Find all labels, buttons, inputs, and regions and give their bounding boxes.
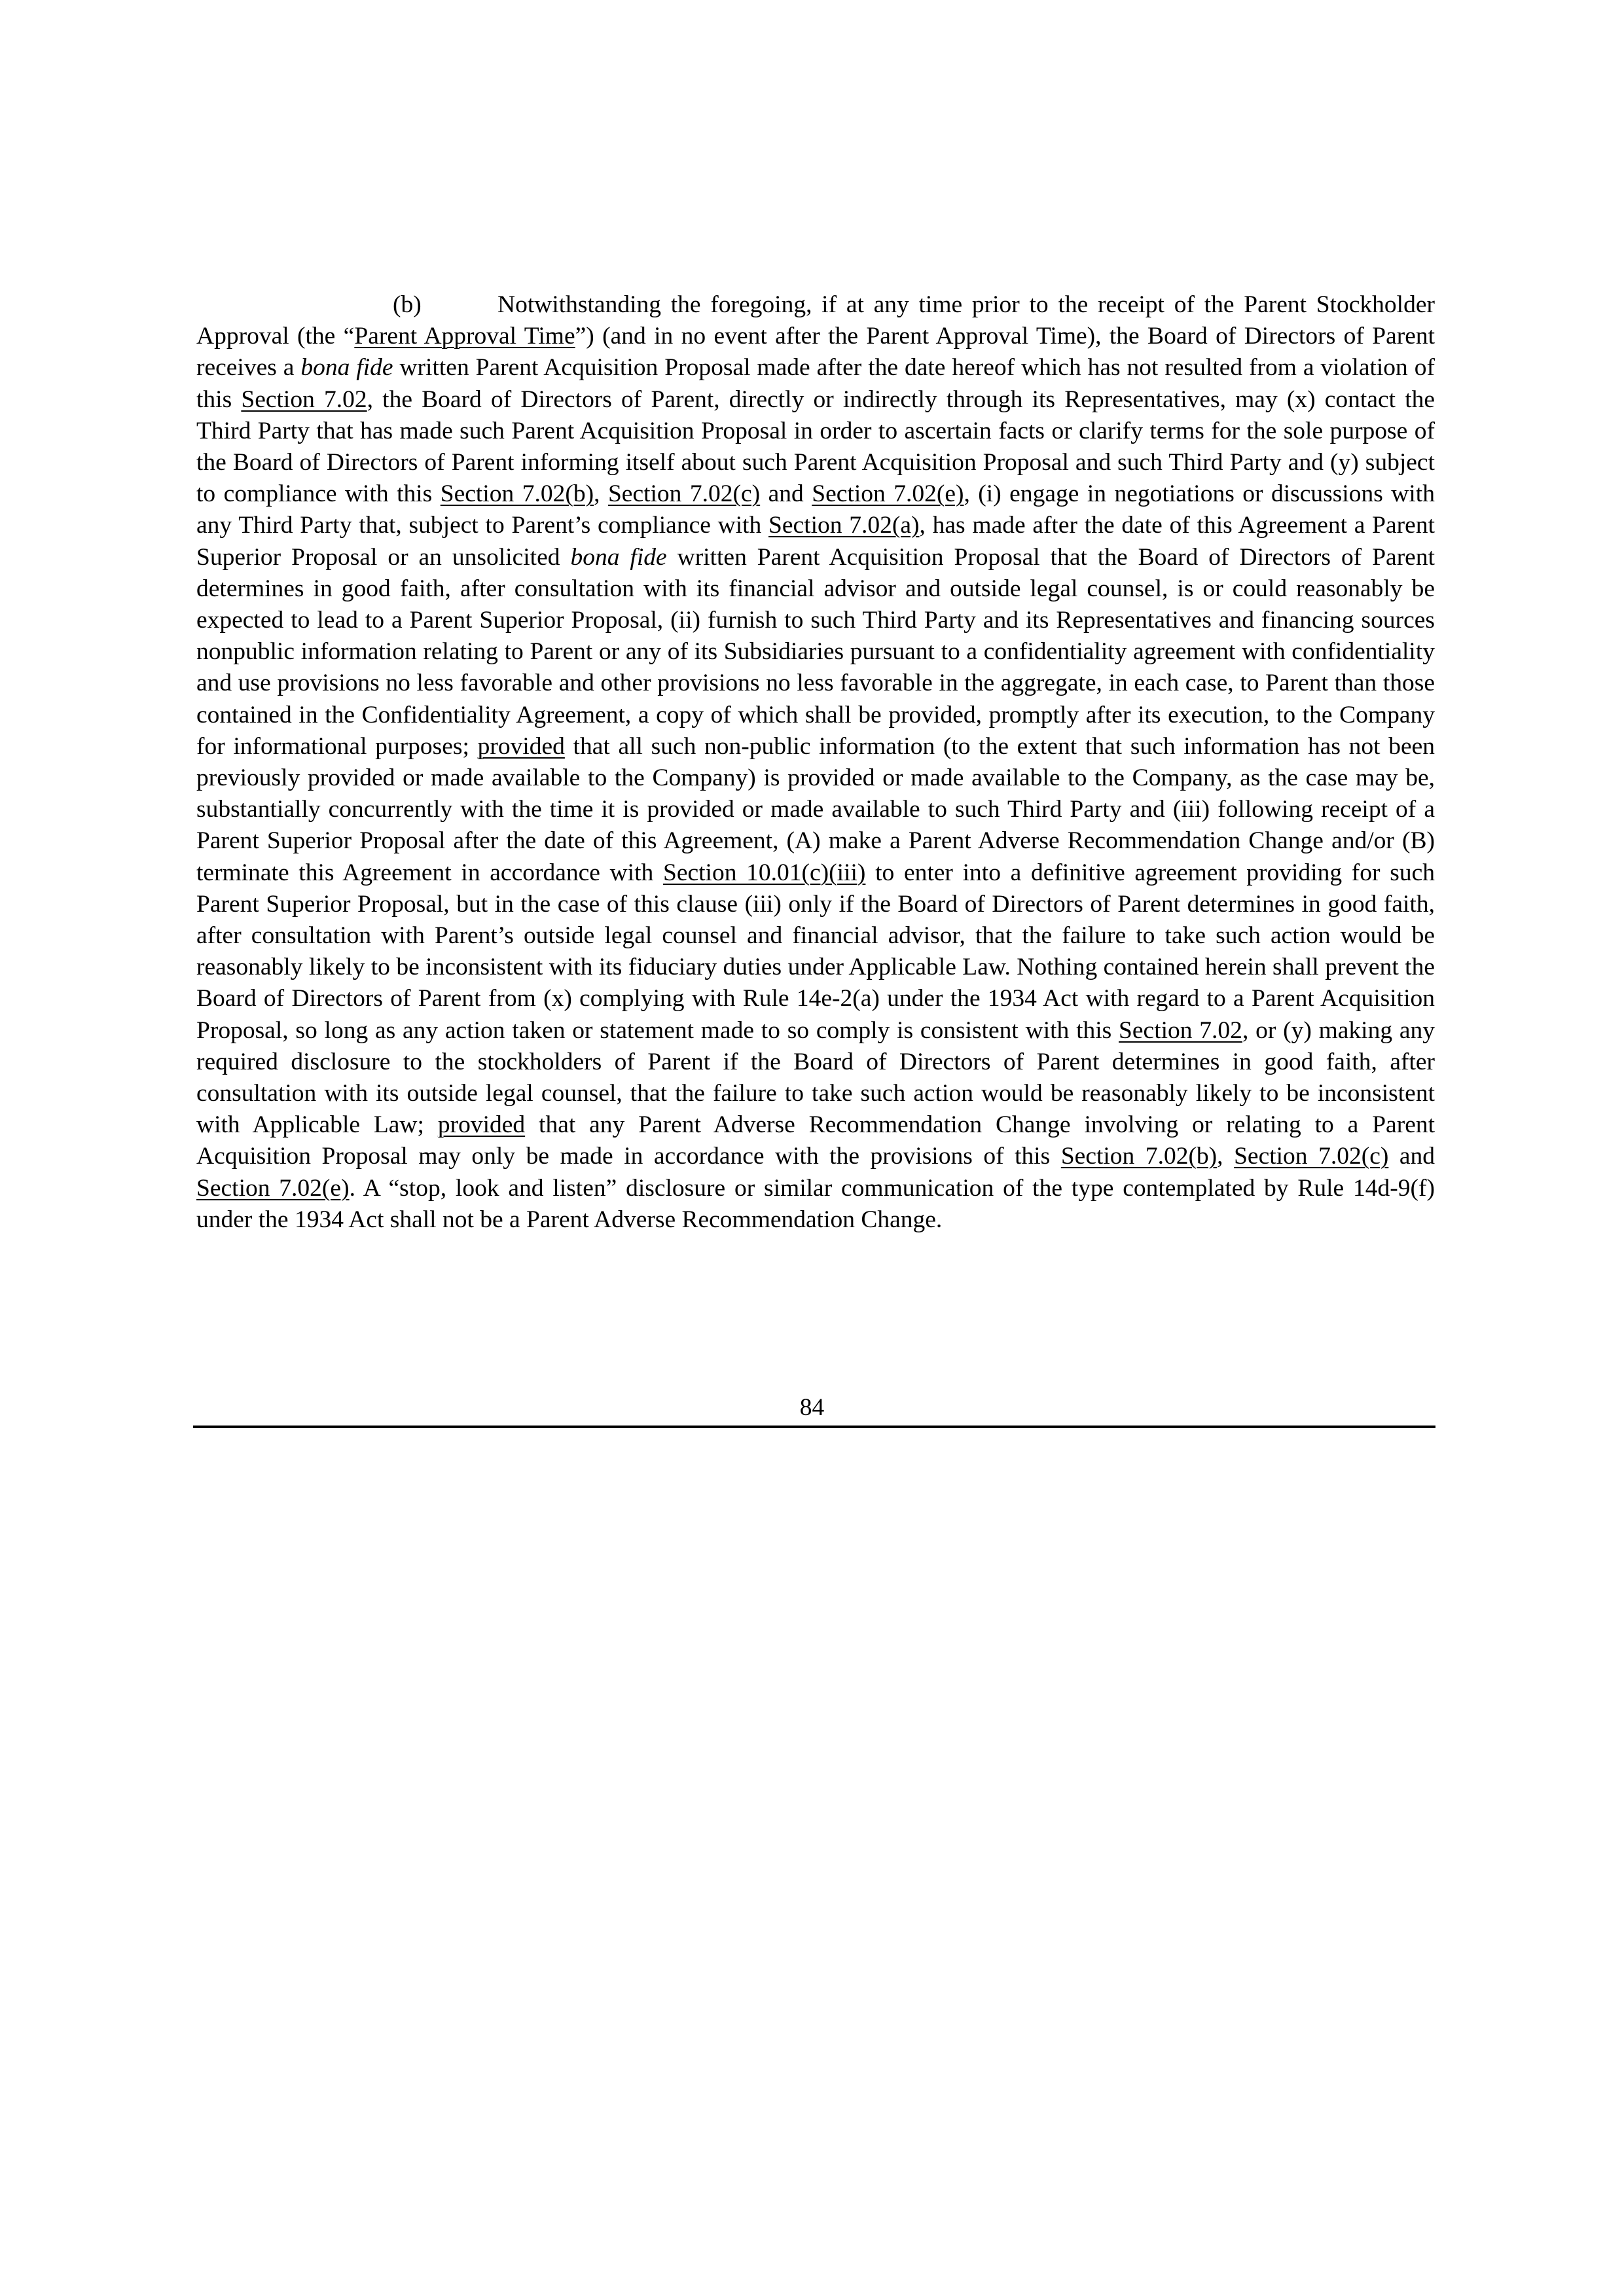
cross-reference: Section 7.02(c) <box>1234 1143 1389 1170</box>
cross-reference: provided <box>477 732 565 760</box>
text-run: , the Board of Directors of Parent, directly or indirectly through its Representatives, may (x) contact the Third Party that has made such Parent Acquisition Proposal in order to ascertain facts or clarify terms for the sole purpose of the Board of Directors of Parent informing itself about such Parent Acquisition Proposal and such Third Party and (y) subject to compliance with this <box>196 386 1435 508</box>
page-number: 84 <box>799 1394 825 1421</box>
text-run: to enter into a definitive agreement providing for such Parent Superior Proposal, but in the case of this clause (iii) only if the Board of Directors of Parent determines in good faith, after consultation with Parent’s outside legal counsel and financial advisor, that the failure to take such action would be reasonably likely to be inconsistent with its fiduciary duties under Applicable Law. Nothing contained herein shall prevent the Board of Directors of Parent from (x) complying with Rule 14e-2(a) under the 1934 Act with regard to a Parent Acquisition Proposal, so long as any action taken or statement made to so comply is consistent with this <box>196 859 1435 1044</box>
text-run: written Parent Acquisition Proposal made after the date hereof which has not resulted from a violation of this <box>196 354 1435 413</box>
text-run: written Parent Acquisition Proposal that the Board of Directors of Parent determines in good faith, after consultation with its financial advisor and outside legal counsel, is or could reasonably be expected to lead to a Parent Superior Proposal, (ii) furnish to such Third Party and its Representatives and financing sources nonpublic information relating to Parent or any of its Subsidiaries pursuant to a confidentiality agreement with confidentiality and use provisions no less favorable and other provisions no less favorable in the aggregate, in each case, to Parent than those contained in the Confidentiality Agreement, a copy of which shall be provided, promptly after its execution, to the Company for informational purposes; <box>196 543 1435 760</box>
text-run: and <box>1388 1143 1435 1170</box>
text-run: , (i) engage in negotiations or discussions with any Third Party that, subject to Parent’s compliance with <box>196 480 1435 539</box>
text-run: . A “stop, look and listen” disclosure or similar communication of the type contemplated by Rule 14d-9(f) under the 1934 Act shall not be a Parent Adverse Recommendation Change. <box>196 1174 1435 1233</box>
cross-reference: provided <box>437 1111 526 1139</box>
body-paragraph <box>196 289 1435 1236</box>
cross-reference: Section 7.02(e) <box>196 1174 350 1202</box>
text-run: , <box>1217 1143 1235 1170</box>
footer-rule <box>193 1426 1435 1428</box>
cross-reference: Section 7.02(b) <box>1060 1143 1218 1170</box>
text-run: ”) (and in no event after the Parent Approval Time), the Board of Directors of Parent receives a <box>196 323 1435 382</box>
italic-term: bona fide <box>570 543 667 571</box>
text-run: , has made after the date of this Agreement a Parent Superior Proposal or an unsolicited <box>196 512 1435 571</box>
cross-reference: Section 7.02 <box>241 386 367 413</box>
text-run: and <box>760 480 812 508</box>
cross-reference: Section 10.01(c)(iii) <box>662 859 866 886</box>
text-run: that all such non-public information (to the extent that such information has not been previously provided or made available to the Company) is provided or made available to the Company, as the case may be, substantially concurrently with the time it is provided or made available to such Third Party and (iii) following receipt of a Parent Superior Proposal after the date of this Agreement, (A) make a Parent Adverse Recommendation Change and/or (B) terminate this Agreement in accordance with <box>196 732 1435 886</box>
text-run: that any Parent Adverse Recommendation Change involving or relating to a Parent Acquisition Proposal may only be made in accordance with the provisions of this <box>196 1111 1435 1170</box>
cross-reference: Section 7.02 <box>1119 1016 1242 1044</box>
text-run: Notwithstanding the foregoing, if at any time prior to the receipt of the Parent Stockholder Approval (the “ <box>196 291 1435 350</box>
cross-reference: Section 7.02(a) <box>768 512 920 539</box>
cross-reference: Section 7.02(b) <box>440 480 594 508</box>
cross-reference: Parent Approval Time <box>354 323 575 350</box>
text-run: , <box>594 480 608 508</box>
text-run: , or (y) making any required disclosure to the stockholders of Parent if the Board of Directors of Parent determines in good faith, after consultation with its outside legal counsel, that the failure to take such action would be reasonably likely to be inconsistent with Applicable Law; <box>196 1016 1435 1139</box>
paragraph-body <box>196 291 1435 1233</box>
italic-term: bona fide <box>300 354 393 382</box>
paragraph-label: (b) <box>393 291 422 318</box>
cross-reference: Section 7.02(e) <box>812 480 964 508</box>
cross-reference: Section 7.02(c) <box>607 480 761 508</box>
